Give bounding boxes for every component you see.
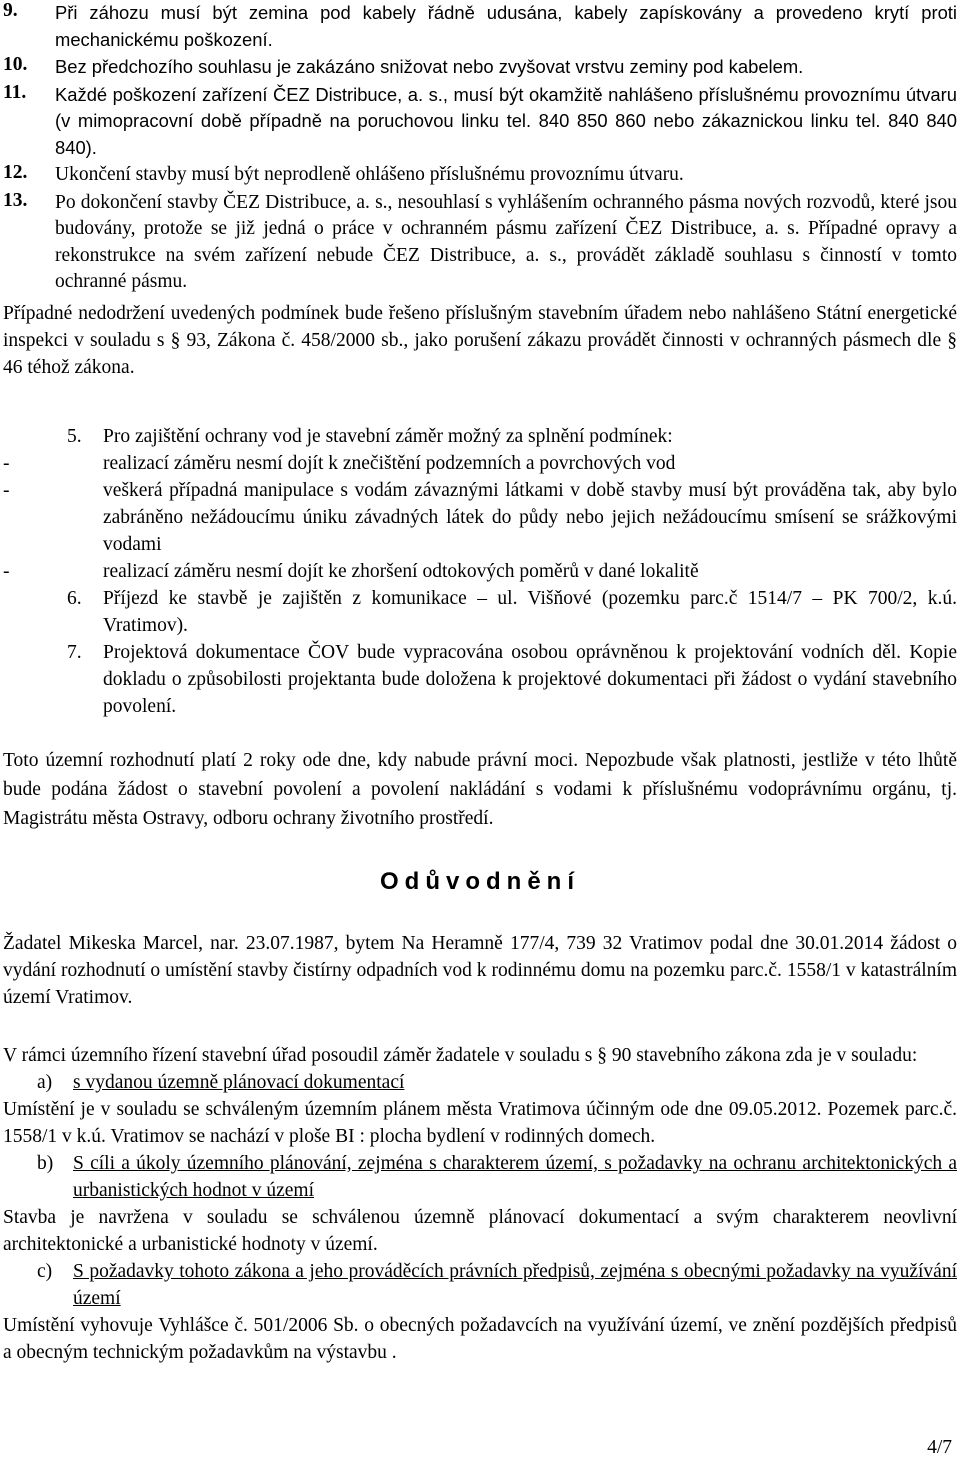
conditions-water-protection [3,423,957,720]
condition-text: Projektová dokumentace ČOV bude vypracována osobou oprávněnou k projektování vodních děl. Kopie dokladu o způsobilosti projektanta bude doložena k projektové dokumentaci při žádost o vydání stavebního povolení. [103,642,957,717]
point-b-body: Stavba je navržena v souladu se schválenou územně plánovací dokumentací a svým charakterem neovlivní architektonické a urbanistické hodnoty v území. [3,1207,957,1255]
list-item-number: 12. [3,162,28,183]
paragraph-platnost: Toto územní rozhodnutí platí 2 roky ode dne, kdy nabude právní moci. Nepozbude však platnosti, jestliže v této lhůtě bude podána žádost o stavební povolení a povolení nakládání s vodami k příslušnému vodoprávnímu orgánu, tj. Magistrátu města Ostravy, odboru ochrany životního prostředí. [3,750,957,829]
point-title: s vydanou územně plánovací dokumentací [73,1072,405,1093]
point-label: c) [37,1261,53,1282]
dash-item [3,558,957,585]
condition-text: Pro zajištění ochrany vod je stavební záměr možný za splnění podmínek: [103,426,673,447]
dash-marker: - [3,561,10,582]
point-label: b) [37,1153,54,1174]
section-heading: Odůvodnění [380,868,580,895]
dash-marker: - [3,453,10,474]
assessment-point-b [3,1150,957,1204]
point-title: S cíli a úkoly územního plánování, zejména s charakterem území, s požadavky na ochranu architektonických a urbanistických hodnot v území [73,1153,957,1201]
assessment-section [3,1042,957,1366]
paragraph-zadatel: Žadatel Mikeska Marcel, nar. 23.07.1987, bytem Na Heramně 177/4, 739 32 Vratimov podal dne 30.01.2014 žádost o vydání rozhodnutí o umístění stavby čistírny odpadních vod k rodinnému domu na pozemku parc.č. 1558/1 v katastrálním území Vratimov. [3,933,957,1008]
page-number: 4/7 [927,1437,952,1458]
dash-item [3,450,957,477]
dash-text: veškerá případná manipulace s vodám závaznými látkami v době stavby musí být prováděna tak, aby bylo zabráněno nežádoucímu úniku závadných látek do půdy nebo jejich nežádoucímu smísení se srážkovými vodami [103,480,957,555]
dash-text: realizací záměru nesmí dojít k znečištění podzemních a povrchových vod [103,453,676,474]
list-item-text: Po dokončení stavby ČEZ Distribuce, a. s., nesouhlasí s vyhlášením ochranného pásma nových rozvodů, které jsou budovány, protože se již jedná o práce v ochranném pásmu zařízení ČEZ Distribuce, a. s. Případné opravy a rekonstrukce na svém zařízení nebude ČEZ Distribuce, a. s., provádět základě souhlasu s činností v tomto ochranné pásmu. [55,191,957,292]
list-item-text: Každé poškození zařízení ČEZ Distribuce, a. s., musí být okamžitě nahlášeno příslušnému provoznímu útvaru (v mimopracovní době případně na poruchovou linku tel. 840 850 860 nebo zákaznickou linku tel. 840 840 840). [55,83,957,158]
condition-number: 7. [67,642,82,663]
list-item-number: 10. [3,54,28,75]
dash-item [3,477,957,558]
list-item [3,190,957,296]
point-a-body: Umístění je v souladu se schváleným územním plánem města Vratimova účinným ode dne 09.05.2012. Pozemek parc.č. 1558/1 v k.ú. Vratimov se nachází v ploše BI : plocha bydlení v rodinných domech. [3,1099,957,1147]
point-title: S požadavky tohoto zákona a jeho prováděcích právních předpisů, zejména s obecnými požadavky na využívání území [73,1261,957,1309]
point-c-body: Umístění vyhovuje Vyhlášce č. 501/2006 Sb. o obecných požadavcích na využívání území, ve znění pozdějších předpisů a obecným technickým požadavkům na výstavbu . [3,1315,957,1363]
condition-number: 5. [67,426,82,447]
condition-text: Příjezd ke stavbě je zajištěn z komunikace – ul. Višňové (pozemku parc.č 1514/7 – PK 700/2, k.ú. Vratimov). [103,588,957,636]
condition-item [3,585,957,639]
list-item [3,0,957,53]
list-item-number: 9. [3,0,18,21]
list-item-text: Ukončení stavby musí být neprodleně ohlášeno příslušnému provoznímu útvaru. [55,164,684,185]
condition-number: 6. [67,588,82,609]
point-label: a) [37,1072,53,1093]
list-item-text: Při záhozu musí být zemina pod kabely řádně udusána, kabely zapískovány a provedeno krytí proti mechanickému poškození. [55,2,957,50]
dash-text: realizací záměru nesmí dojít ke zhoršení odtokových poměrů v dané lokalitě [103,561,699,582]
conditions-list-cez [3,0,957,297]
condition-head [3,423,957,450]
assessment-intro: V rámci územního řízení stavební úřad posoudil záměr žadatele v souladu s § 90 stavebního zákona zda je v souladu: [3,1045,918,1066]
dash-marker: - [3,480,10,501]
list-item [3,162,957,189]
list-item-number: 13. [3,189,28,211]
assessment-point-c [3,1258,957,1312]
list-item [3,54,957,81]
condition-item [3,639,957,720]
list-item-text: Bez předchozího souhlasu je zakázáno snižovat nebo zvyšovat vrstvu zeminy pod kabelem. [55,56,804,77]
paragraph-nedodrzeni: Případné nedodržení uvedených podmínek bude řešeno příslušným stavebním úřadem nebo nahlášeno Státní energetické inspekci v souladu s § 93, Zákona č. 458/2000 sb., jako porušení zákazu provádět činnosti v ochranných pásmech dle § 46 téhož zákona. [3,303,957,378]
list-item [3,82,957,162]
assessment-point-a [3,1069,957,1096]
list-item-number: 11. [3,81,27,103]
